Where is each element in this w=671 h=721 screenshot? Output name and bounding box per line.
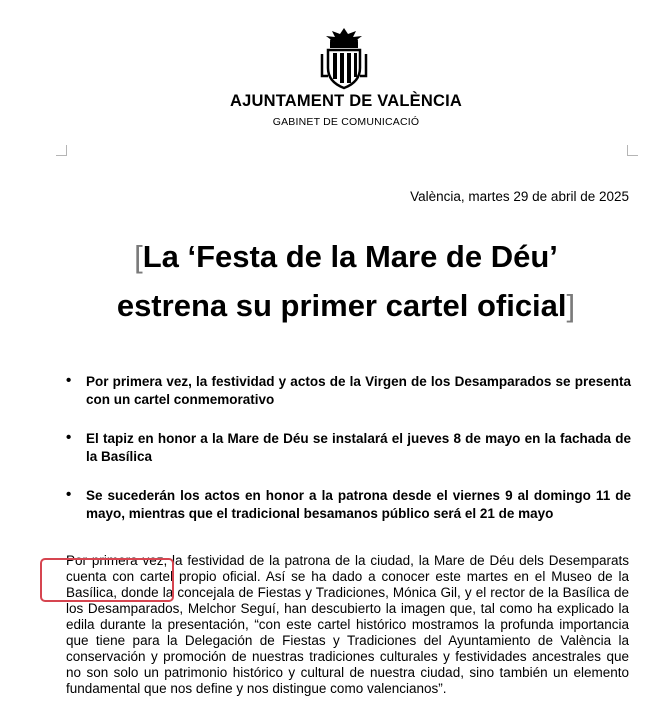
crop-mark-right bbox=[627, 145, 638, 156]
headline-line-2: estrena su primer cartel oficial] bbox=[116, 288, 576, 323]
annotation-highlight-box bbox=[40, 558, 174, 602]
body-paragraph: Por primera vez, la festividad de la patrona de la ciudad, la Mare de Déu dels Desemparats cuenta con cartel propio oficial. Así se ha dado a conocer este martes en el Museo de la Basílica, donde la concejala de Fiestas y Tradiciones, Mónica Gil, y el rector de la Basílica de los Desamparados, Melchor Seguí, han descubierto la imagen que, tal como ha explicado la edila durante la presentación, “con este cartel histórico mostramos la profunda importancia que tiene para la Delegación de Fiestas y Tradiciones del Ayuntamiento de València la conservación y promoción de nuestras tradiciones culturales y festividades ancestrales que no son solo un patrimonio histórico y cultural de nuestra ciudad, sino también un elemento fundamental que nos define y nos distingue como valencianos”. bbox=[66, 553, 629, 696]
bullet-item: • Por primera vez, la festividad y actos de la Virgen de los Desamparados se presenta con un cartel conmemorativo bbox=[66, 373, 631, 409]
org-name: AJUNTAMENT DE VALÈNCIA bbox=[229, 92, 463, 110]
summary-bullets bbox=[66, 373, 631, 544]
headline-line-1: [La ‘Festa de la Mare de Déu’ bbox=[134, 239, 558, 274]
crop-mark-left bbox=[56, 145, 67, 156]
bullet-item: • Se sucederán los actos en honor a la patrona desde el viernes 9 al domingo 11 de mayo, mientras que el tradicional besamanos público será el 21 de mayo bbox=[66, 487, 631, 523]
org-subtitle: GABINET DE COMUNICACIÓ bbox=[272, 116, 420, 128]
press-date: València, martes 29 de abril de 2025 bbox=[410, 189, 629, 204]
city-seal-icon bbox=[318, 26, 370, 90]
bullet-item: • El tapiz en honor a la Mare de Déu se instalará el jueves 8 de mayo en la fachada de la Basílica bbox=[66, 430, 631, 466]
